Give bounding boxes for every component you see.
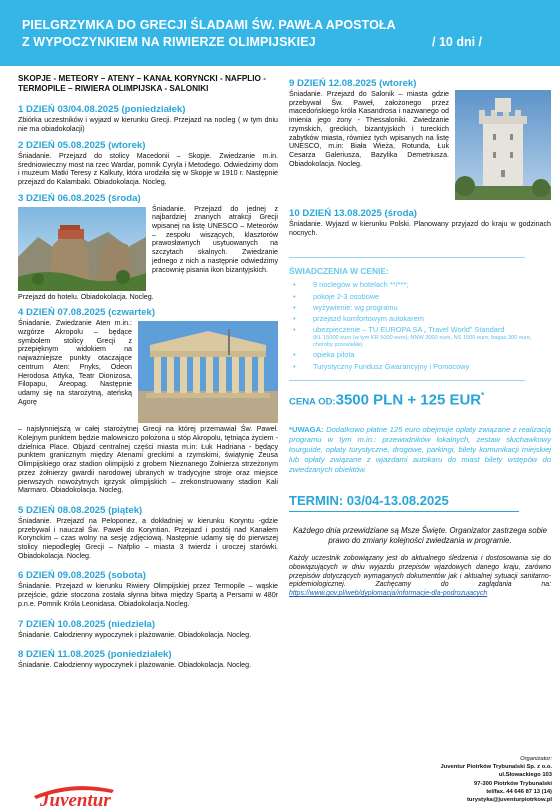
price-asterisk: *: [481, 390, 485, 400]
day-10-title: 10 DZIEŃ 13.08.2025 (środa): [289, 208, 417, 219]
day-1-text: Zbiórka uczestników i wyjazd w kierunku Grecji. Przejazd na nocleg ( w tym dniu nie ma obiadokolacji): [18, 116, 278, 134]
juventur-logo: [28, 778, 188, 808]
day-5-title: 5 DZIEŃ 08.08.2025 (piątek): [18, 504, 143, 516]
service-item: • 9 noclegów w hotelach **/***;: [289, 279, 551, 290]
svg-text:Juventur: Juventur: [40, 790, 111, 808]
divider: [289, 257, 525, 258]
header-title-line2: Z WYPOCZYNKIEM NA RIWIERZE OLIMPIJSKIEJ: [22, 35, 316, 49]
trip-term: TERMIN: 03/04-13.08.2025: [289, 493, 449, 509]
organizer-name: Juventur Piotrków Trybunalski Sp. z o.o.: [440, 764, 552, 771]
term-underline: [289, 511, 519, 512]
day-6-text: Śniadanie. Przejazd w kierunku Riwiery Olimpijskiej przez Termopile – wąskie przejście, gdzie stoczona została słynna bitwa między Spartą a Persami w 480r p.n.e. Pomnik Króla Leonidasa. Obiadokolacja.Nocleg.: [18, 582, 278, 608]
service-item: • ubezpieczenie – TU EUROPA SA „ Travel World” Standard (KL 15000 euro (w tym KR 5000 euro); NNW 3000 euro, NS 1500 euro; bagaż 300 euro, choroby przewlekłe): [289, 324, 551, 349]
day-4-text-end: – najsłynniejszą w całej starożytnej Grecji na której przemawiał Św. Paweł. Kolejnym punktem będzie malowniczo położona u stóp Akropolu, tętniąca życiem - dzielnica Place. Objazd centralnej części miasta m.in: Łuk Hadriana - będący punktem granicznym między Atenami greckimi a rzymskimi, świątynię Zeusa Olimpijskiego oraz stadion olimpijski z grobem Nieznanego Żołnierza strzeżonym przez żołnierzy gwardii narodowej ubranych w tradycyjne stroje oraz miejsce pierwszych nowożytnych igrzysk olimpijskich – zrekonstruowany stadion Kali Marmaro. Obiadokolacja. Nocleg.: [18, 425, 278, 495]
services-list: [289, 279, 551, 371]
service-item: • przejazd komfortowym autokarem: [289, 313, 551, 324]
day-10-text: Śniadanie. Wyjazd w kierunku Polski. Planowany przyjazd do kraju w godzinach nocnych.: [289, 220, 551, 237]
price: [289, 391, 551, 409]
service-item: • wyżywienie: wg programu: [289, 302, 551, 313]
legal-info: [289, 555, 551, 599]
header-duration: / 10 dni /: [432, 35, 483, 49]
day-1-title: 1 DZIEŃ 03/04.08.2025 (poniedziałek): [18, 104, 186, 116]
day-9-title: 9 DZIEŃ 12.08.2025 (wtorek): [289, 78, 417, 89]
note-text: Dodatkowo płatne 125 euro obejmuje opłaty związane z realizacją programu w tym m.in.: przewodników lokalnych, zestaw słuchawkowy tourguide, opłaty turystyczne, drogowe, parkingi, bilety komunikacji miejskiej lub opłaty związane z wjazdami autokaru do miast bilety wstępów do zwiedzanych obiektów.: [289, 425, 551, 475]
day-5-text: Śniadanie. Przejazd na Peloponez, a dokładniej w kierunku Koryntu -gdzie przebywał i nauczał Św. Paweł do Koryntian. Przejazd i postój nad Kanałem Korynckim – czas wolny na sesję zdjęciową. Następnie udamy się do pierwszej stolicy niepodległej Grecji – Nafplio – miasta 3 twierdz i uroczej starówki. Obiadokolacja. Nocleg.: [18, 516, 278, 560]
organizer-block: [352, 755, 552, 804]
left-column: [18, 74, 278, 670]
white-tower-photo: [455, 90, 551, 200]
header-banner: [0, 0, 560, 66]
service-item: • opieka pilota: [289, 349, 551, 360]
services-title: ŚWIADCZENIA W CENIE:: [289, 266, 389, 277]
header-title-line1: PIELGRZYMKA DO GRECJI ŚLADAMI ŚW. PAWŁA APOSTOŁA: [22, 18, 396, 32]
day-4-title: 4 DZIEŃ 07.08.2025 (czwartek): [18, 307, 156, 319]
legal-text: Każdy uczestnik zobowiązany jest do aktualnego śledzenia i dostosowania się do obowiązujących w dniu wyjazdu przepisów wjazdowych danego kraju, zarówno przepisów dotyczących wymaganych dokumentów jak i aktualnej sytuacji sanitarno-epidemiologicznej. Zachęcamy do zaglądania na:: [289, 555, 551, 589]
mass-info: Każdego dnia przewidziane są Msze Święte. Organizator zastrzega sobie prawo do zmiany kolejności zwiedzania w programie.: [293, 526, 547, 545]
route-summary: SKOPJE - METEORY – ATENY – KANAŁ KORYNCKI - NAFPLIO - TERMOPILE – RIWIERA OLIMPIJSKA - SALONIKI: [18, 74, 266, 94]
day-7-text: Śniadanie. Całodzienny wypoczynek i plażowanie. Obiadokolacja. Nocleg.: [18, 630, 252, 639]
day-8-title: 8 DZIEŃ 11.08.2025 (poniedziałek): [18, 649, 172, 661]
organizer-phone: tel/fax. 44 646 87 13 (14): [486, 788, 552, 795]
day-4-text: Śniadanie. Zwiedzanie Aten m.in.: wzgórze Akropolu – będące symbolem stolicy Grecji z przepięknym widokiem na najważniejsze punkty otaczające centrum Aten: Pnyks, Odeon Herodosa Attyka, Teatr Dionizosa, Filopapu, Areopag. Następnie udamy się na starożytną, ateńską Agorę: [18, 319, 132, 406]
price-label: CENA OD:: [289, 396, 336, 408]
day-3-text-end: Przejazd do hotelu. Obiadokolacja. Nocleg.: [18, 292, 154, 301]
service-item: • Turystyczny Fundusz Gwarancyjny i Pomocowy: [289, 361, 551, 372]
day-6-title: 6 DZIEŃ 09.08.2025 (sobota): [18, 570, 146, 582]
divider: [289, 380, 525, 381]
right-column: [289, 78, 551, 599]
day-3-title: 3 DZIEŃ 06.08.2025 (środa): [18, 192, 141, 204]
insurance-detail: (KL 15000 euro (w tym KR 5000 euro); NNW 3000 euro, NS 1500 euro; bagaż 300 euro, choroby przewlekłe): [313, 335, 532, 349]
price-note: [289, 425, 551, 475]
day-2-title: 2 DZIEŃ 05.08.2025 (wtorek): [18, 139, 146, 151]
day-8-text: Śniadanie. Całodzienny wypoczynek i plażowanie. Obiadokolacja. Nocleg.: [18, 661, 252, 670]
parthenon-photo: [138, 321, 278, 423]
organizer-street: ul.Słowackiego 103: [498, 772, 552, 779]
day-3-text: Śniadanie. Przejazd do jednej z najbardziej znanych atrakcji Grecji wpisanej na listę UNESCO – Meteorów – zespołu wiszących, klasztorów prawosławnych usytuowanych na szczytach skalnych. Zwiedzanie jednego z nich a następnie odwiedzimy pracownię pisania ikon bizantyjskich.: [152, 204, 278, 274]
organizer-title: Organizator:: [520, 756, 552, 762]
travel-info-link[interactable]: https://www.gov.pl/web/dyplomacja/informacje-dla-podrozujacych: [289, 590, 488, 598]
day-7-title: 7 DZIEŃ 10.08.2025 (niedziela): [18, 618, 156, 630]
price-amount: 3500 PLN + 125 EUR: [335, 391, 482, 409]
service-item: • pokoje 2-3 osobowe: [289, 291, 551, 302]
organizer-city: 97-300 Piotrków Trybunalski: [474, 780, 552, 787]
organizer-email: turystyka@juventurpiotrkow.pl: [467, 797, 552, 804]
note-lead: *UWAGA:: [289, 425, 324, 435]
day-2-text: Śniadanie. Przejazd do stolicy Macedonii – Skopje. Zwiedzanie m.in. średniowieczny most na rzec Wardar, pomnik Cyryla i Metodego. Odwiedzimy dom i muzeum Matki Teresy z Kalkuty, która urodziła się w Skopje w 1910 r. Następnie przejazd do Kalambaki. Obiadokolacja. Nocleg.: [18, 151, 278, 186]
meteora-photo: [18, 207, 146, 291]
day-9-text: Śniadanie. Przejazd do Salonik – miasta gdzie przebywał Św. Paweł, założonego przez macedońskiego króla Kasandrosa i nazwanego od imienia jego żony - Thessaloniki. Zwiedzanie rzymskich, greckich, bizantyjskich i tureckich zabytków miasta, równiez tych wpisanych na listę UNESCO, m.in: Biała Wieża, Rotunda, Łuk Cesarza Galeriusza, Bazylika Demetriusza. Obiadokolacja. Nocleg.: [289, 90, 449, 168]
